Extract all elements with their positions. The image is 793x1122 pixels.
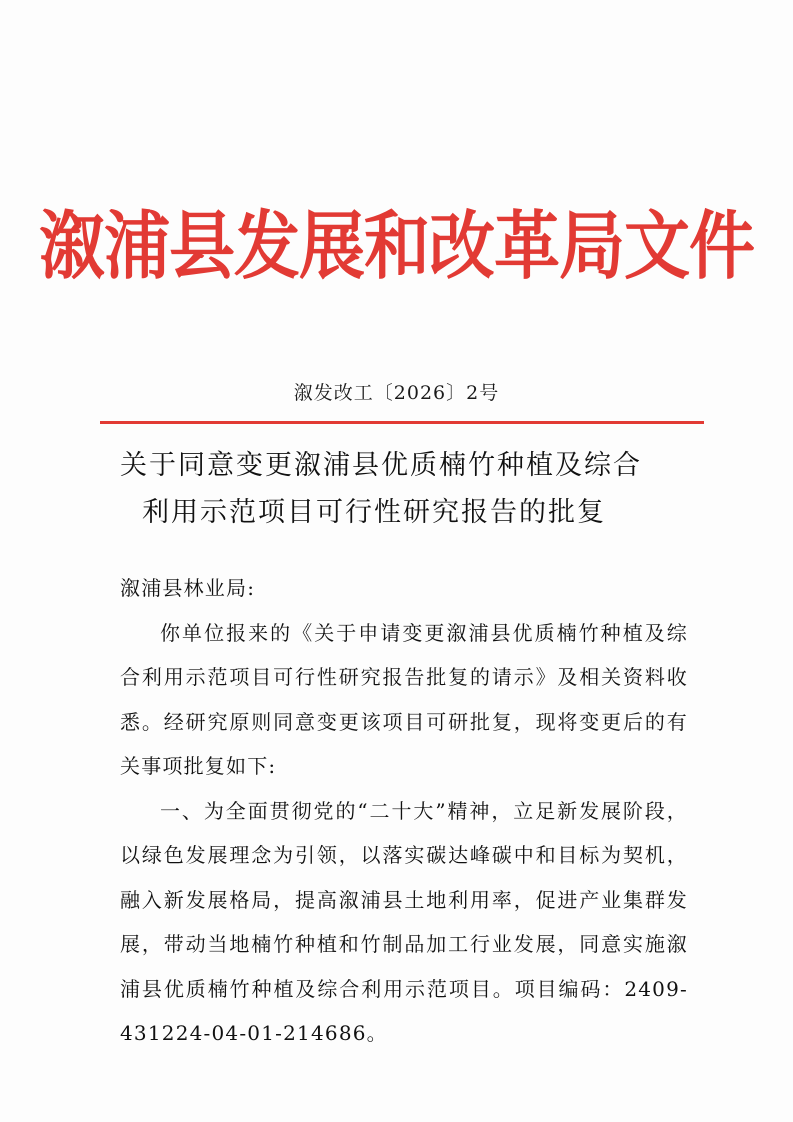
- paragraph-intro: 你单位报来的《关于申请变更溆浦县优质楠竹种植及综合利用示范项目可行性研究报告批复的请示》及相关资料收悉。经研究原则同意变更该项目可研批复，现将变更后的有关事项批复如下:: [120, 620, 688, 778]
- subject-line-2: 利用示范项目可行性研究报告的批复: [142, 497, 606, 528]
- red-divider-line: [100, 421, 704, 424]
- org-header-title: 溆浦县发展和改革局文件: [39, 203, 754, 290]
- document-number: 溆发改工〔2026〕2号: [293, 382, 500, 404]
- document-subject: [100, 442, 704, 536]
- salutation: 溆浦县林业局:: [120, 576, 256, 600]
- paragraph-item-1: 一、为全面贯彻党的“二十大”精神，立足新发展阶段，以绿色发展理念为引领，以落实碳达峰碳中和目标为契机，融入新发展格局，提高溆浦县土地利用率，促进产业集群发展，带动当地楠竹种植和竹制品加工行业发展，同意实施溆浦县优质楠竹种植及综合利用示范项目。项目编码：2409-431224-04-01-214686。: [120, 798, 688, 1045]
- document-body: [120, 566, 688, 1056]
- subject-line-1: 关于同意变更溆浦县优质楠竹种植及综合: [120, 450, 642, 481]
